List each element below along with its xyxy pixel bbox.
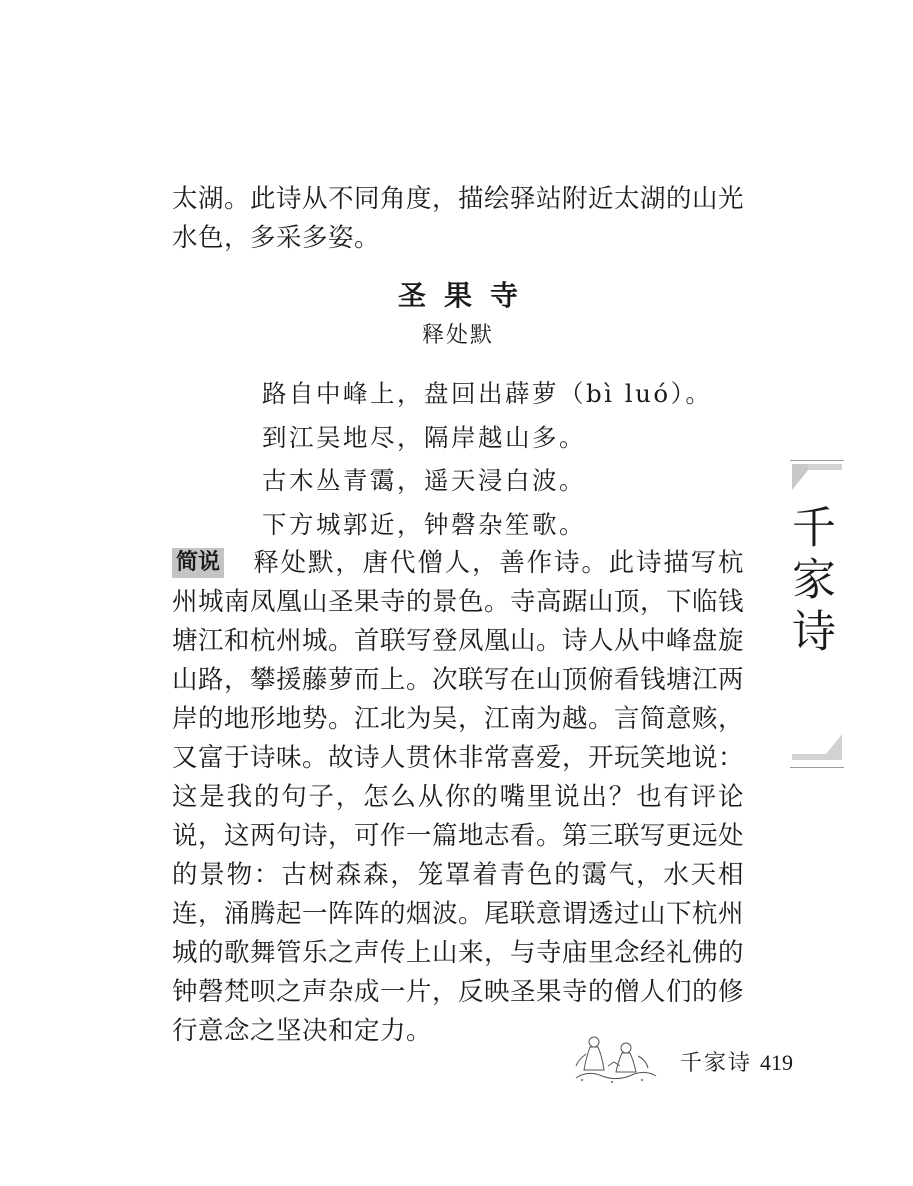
poem-line: 古木丛青霭，遥天浸白波。 bbox=[262, 466, 586, 495]
side-tab-top-rule bbox=[790, 460, 844, 461]
intro-paragraph: 太湖。此诗从不同角度，描绘驿站附近太湖的山光水色，多采多姿。 bbox=[172, 184, 745, 253]
side-tab-bottom-rule bbox=[790, 767, 844, 768]
poem-line: 下方城郭近，钟磬杂笙歌。 bbox=[262, 509, 586, 539]
side-tab bbox=[784, 460, 844, 768]
poem-title: 圣果寺 bbox=[397, 279, 536, 312]
footer-illustration bbox=[568, 1026, 660, 1086]
side-tab-top-bracket bbox=[792, 464, 842, 498]
commentary-label: 简说 bbox=[172, 548, 224, 578]
footer bbox=[680, 1046, 793, 1077]
poem-line: 路自中峰上，盘回出薜萝（bì luó）。 bbox=[262, 379, 713, 408]
footer-book-title: 千家诗 bbox=[680, 1051, 753, 1076]
poem-body bbox=[262, 372, 712, 546]
poem-author: 释处默 bbox=[421, 323, 494, 348]
side-tab-bottom-bracket bbox=[792, 732, 842, 766]
side-tab-text: 千家诗 bbox=[784, 504, 835, 660]
page-number: 419 bbox=[760, 1050, 794, 1075]
commentary-text: 释处默，唐代僧人，善作诗。此诗描写杭州城南凤凰山圣果寺的景色。寺高踞山顶，下临钱塘江和杭州城。首联写登凤凰山。诗人从中峰盘旋山路，攀援藤萝而上。次联写在山顶俯看钱塘江两岸的地形地势。江北为吴，江南为越。言简意赅，又富于诗味。故诗人贯休非常喜爱，开玩笑地说：这是我的句子，怎么从你的嘴里说出？也有评论说，这两句诗，可作一篇地志看。第三联写更远处的景物：古树森森，笼罩着青色的霭气，水天相连，涌腾起一阵阵的烟波。尾联意谓透过山下杭州城的歌舞管乐之声传上山来，与寺庙里念经礼佛的钟磬梵呗之声杂成一片，反映圣果寺的僧人们的修行意念之坚决和定力。 bbox=[172, 548, 745, 1046]
poem-line: 到江吴地尽，隔岸越山多。 bbox=[262, 422, 586, 452]
commentary-paragraph bbox=[172, 544, 744, 1051]
